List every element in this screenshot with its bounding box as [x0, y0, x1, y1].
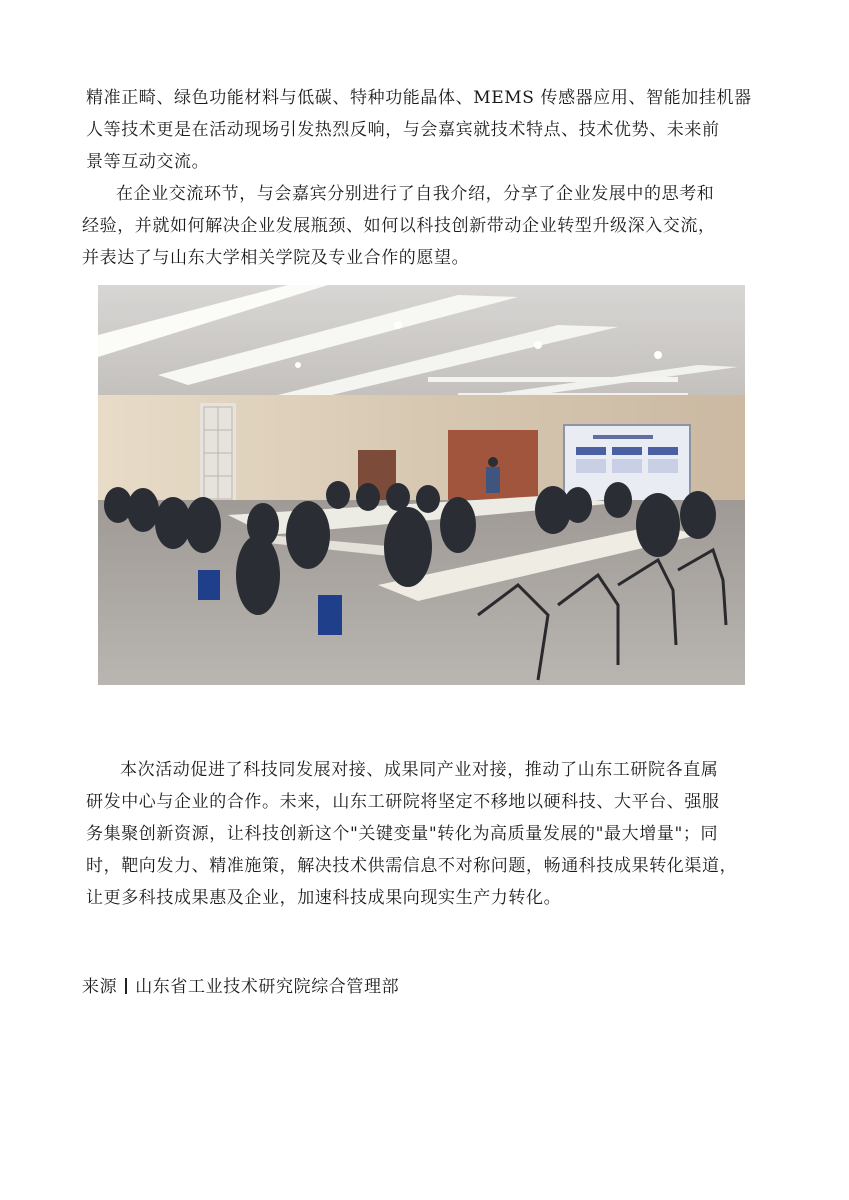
text-line: 精准正畸、绿色功能材料与低碳、特种功能晶体、MEMS 传感器应用、智能加挂机器: [86, 88, 752, 108]
text-line: 并表达了与山东大学相关学院及专业合作的愿望。: [82, 248, 470, 268]
source-value: 山东省工业技术研究院综合管理部: [135, 977, 400, 997]
text-line: 本次活动促进了科技同发展对接、成果同产业对接，推动了山东工研院各直属: [120, 760, 719, 780]
text-line: 时，靶向发力、精准施策，解决技术供需信息不对称问题，畅通科技成果转化渠道，: [86, 856, 738, 876]
text-line: 经验，并就如何解决企业发展瓶颈、如何以科技创新带动企业转型升级深入交流，: [82, 216, 716, 236]
text-line: 人等技术更是在活动现场引发热烈反响，与会嘉宾就技术特点、技术优势、未来前: [86, 120, 720, 140]
source-label: 来源: [82, 977, 118, 997]
text-line: 景等互动交流。: [86, 152, 210, 172]
paragraph-technologies: [86, 82, 766, 178]
source-credit: [82, 972, 399, 997]
meeting-photo: [98, 285, 745, 685]
source-divider: [125, 978, 127, 994]
text-line: 在企业交流环节，与会嘉宾分别进行了自我介绍，分享了企业发展中的思考和: [116, 184, 715, 204]
text-line: 让更多科技成果惠及企业，加速科技成果向现实生产力转化。: [86, 888, 562, 908]
paragraph-conclusion: [86, 754, 766, 914]
paragraph-exchange: [82, 178, 762, 274]
text-line: 务集聚创新资源，让科技创新这个"关键变量"转化为高质量发展的"最大增量"；同: [86, 824, 719, 844]
text-line: 研发中心与企业的合作。未来，山东工研院将坚定不移地以硬科技、大平台、强服: [86, 792, 720, 812]
